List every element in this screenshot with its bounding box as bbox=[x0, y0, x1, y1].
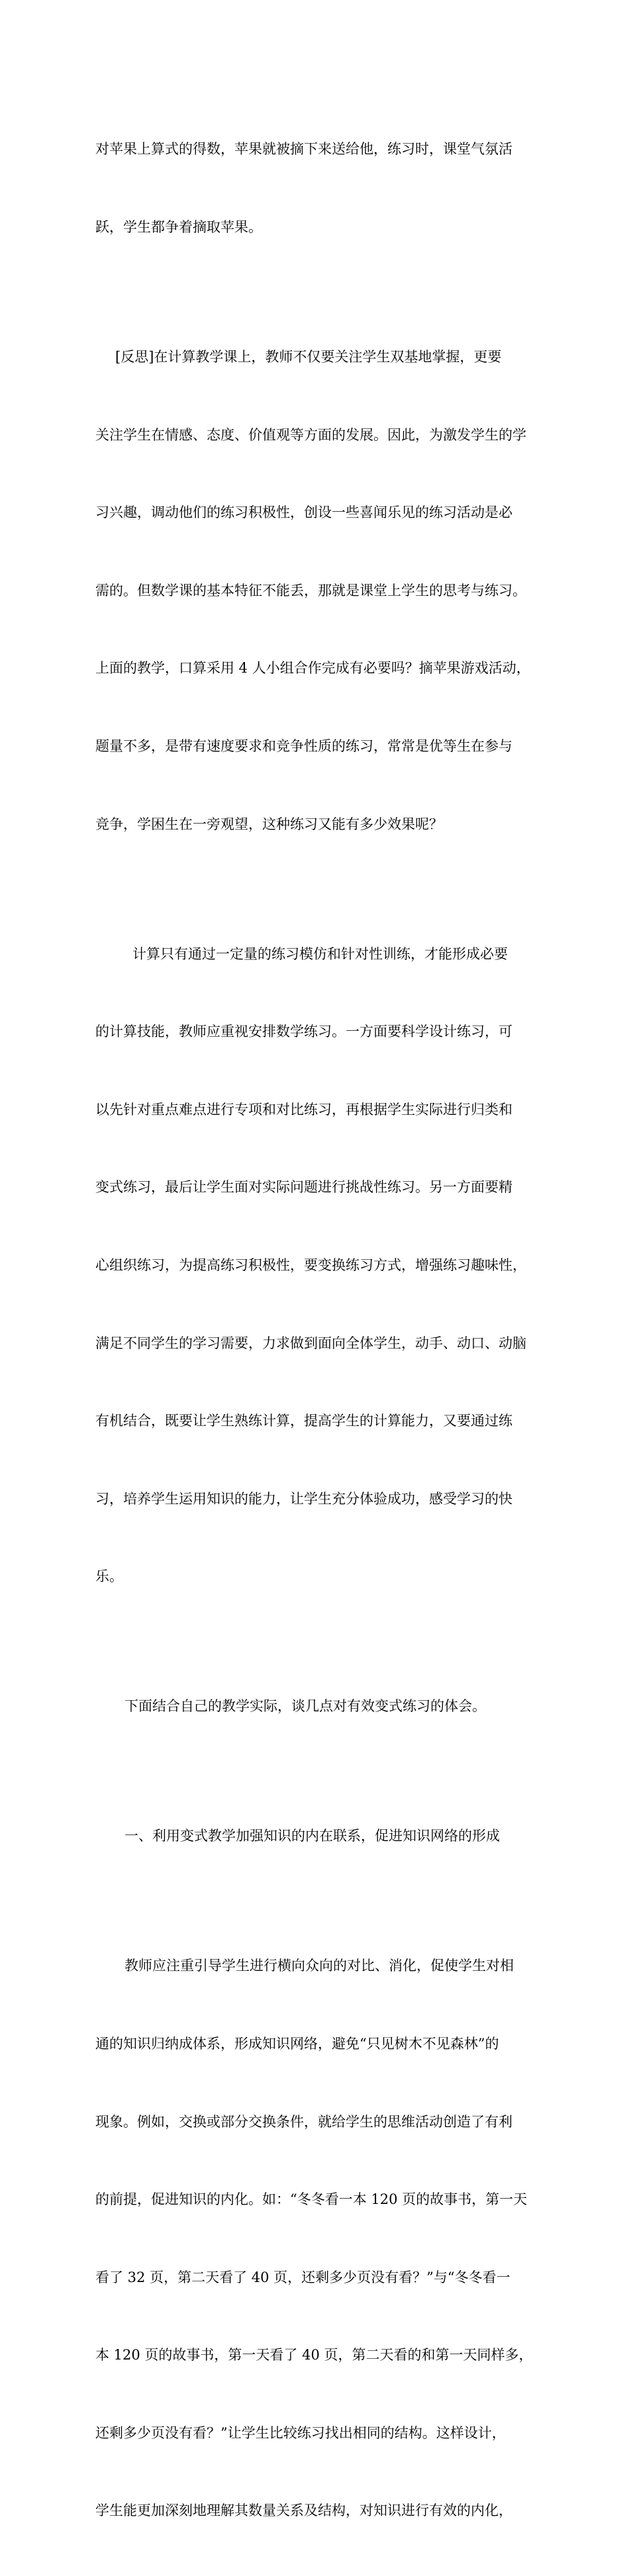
paragraph-knowledge-network bbox=[95, 1901, 540, 2576]
text-line: 以先针对重点难点进行专项和对比练习，再根据学生实际进行归类和 bbox=[95, 1101, 512, 1118]
text-line: 有机结合，既要让学生熟练计算，提高学生的计算能力，又要通过练 bbox=[95, 1413, 512, 1429]
section-heading: 一、利用变式教学加强知识的内在联系，促进知识网络的形成 bbox=[124, 1828, 500, 1844]
text-line: 跃，学生都争着摘取苹果。 bbox=[95, 219, 262, 235]
text-line: 计算只有通过一定量的练习模仿和针对性训练，才能形成必要 bbox=[132, 945, 508, 962]
text-line: 心组织练习，为提高练习积极性，要变换练习方式，增强练习趣味性， bbox=[95, 1257, 526, 1273]
text-line: 本 120 页的故事书，第一天看了 40 页，第二天看的和第一天同样多， bbox=[95, 2347, 533, 2363]
text-line: 习兴趣，调动他们的练习积极性，创设一些喜闻乐见的练习活动是必 bbox=[95, 504, 512, 521]
text-line: [反思]在计算教学课上，教师不仅要关注学生双基地掌握，更要 bbox=[115, 349, 502, 365]
text-line: 习，培养学生运用知识的能力，让学生充分体验成功，感受学习的快 bbox=[95, 1490, 512, 1507]
document-body bbox=[95, 85, 540, 2576]
text-line: 上面的教学，口算采用 4 人小组合作完成有必要吗？摘苹果游戏活动， bbox=[95, 660, 530, 677]
paragraph-reflection bbox=[95, 293, 540, 890]
text-line: 乐。 bbox=[95, 1568, 123, 1585]
text-line: 教师应注重引导学生进行横向众向的对比、消化，促使学生对相 bbox=[124, 1958, 514, 1974]
paragraph-apple-activity bbox=[95, 85, 540, 293]
text-line: 题量不多，是带有速度要求和竞争性质的练习，常常是优等生在参与 bbox=[95, 738, 512, 754]
text-line: 现象。例如，交换或部分交换条件，就给学生的思维活动创造了有利 bbox=[95, 2113, 512, 2130]
text-line: 竞争，学困生在一旁观望，这种练习又能有多少效果呢？ bbox=[95, 816, 443, 832]
text-line: 关注学生在情感、态度、价值观等方面的发展。因此，为激发学生的学 bbox=[95, 426, 526, 443]
text-line: 学生能更加深刻地理解其数量关系及结构，对知识进行有效的内化， bbox=[95, 2503, 512, 2519]
text-line: 通的知识归纳成体系，形成知识网络，避免“只见树木不见森林”的 bbox=[95, 2035, 499, 2052]
text-line: 需的。但数学课的基本特征不能丢，那就是课堂上学生的思考与练习。 bbox=[95, 582, 526, 598]
section-heading-1 bbox=[95, 1772, 540, 1901]
text-line: 对苹果上算式的得数，苹果就被摘下来送给他，练习时，课堂气氛活 bbox=[95, 141, 512, 158]
paragraph-intro bbox=[95, 1642, 540, 1772]
text-line: 满足不同学生的学习需要，力求做到面向全体学生，动手、动口、动脑 bbox=[95, 1335, 526, 1351]
paragraph-practice-design bbox=[95, 889, 540, 1642]
text-line: 的计算技能，教师应重视安排数学练习。一方面要科学设计练习，可 bbox=[95, 1024, 512, 1040]
text-line: 还剩多少页没有看？”让学生比较练习找出相同的结构。这样设计， bbox=[95, 2424, 506, 2441]
text-line: 下面结合自己的教学实际，谈几点对有效变式练习的体会。 bbox=[124, 1698, 486, 1715]
text-line: 变式练习，最后让学生面对实际问题进行挑战性练习。另一方面要精 bbox=[95, 1179, 512, 1196]
text-line: 看了 32 页，第二天看了 40 页，还剩多少页没有看？”与“冬冬看一 bbox=[95, 2269, 510, 2285]
text-line: 的前提，促进知识的内化。如：“冬冬看一本 120 页的故事书，第一天 bbox=[95, 2191, 528, 2208]
